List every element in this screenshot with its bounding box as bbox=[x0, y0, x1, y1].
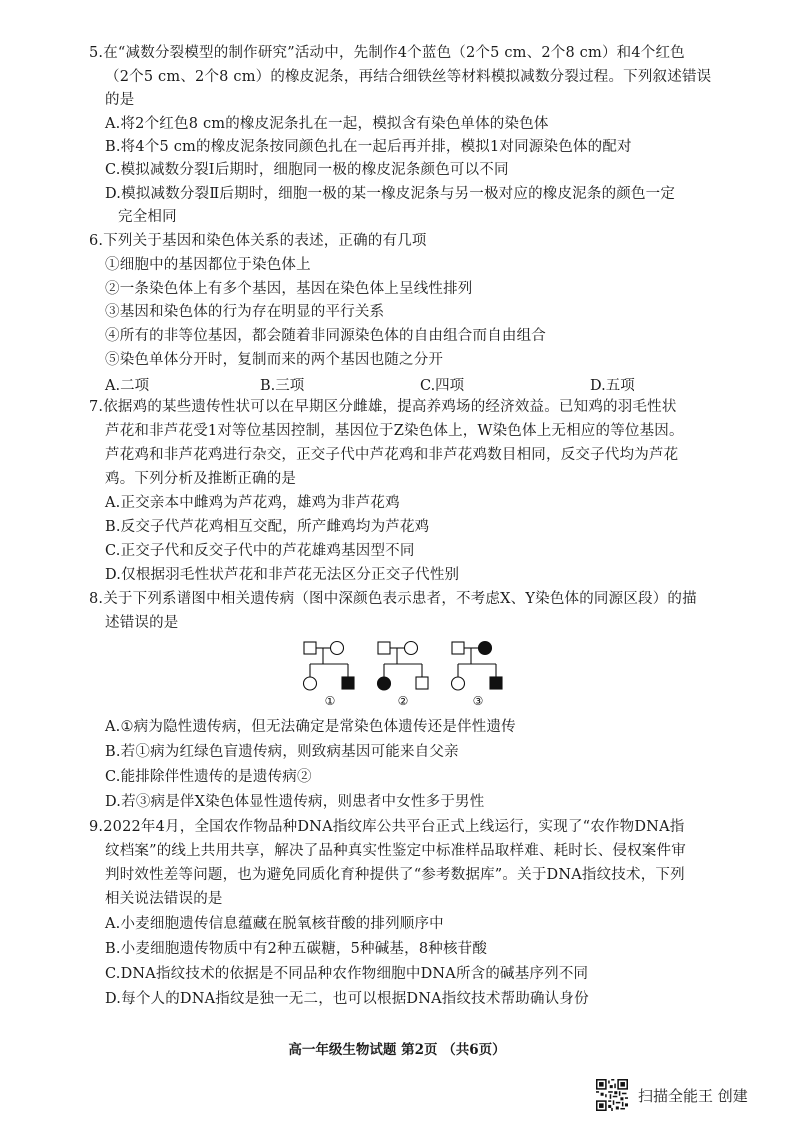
q7-stem-1: 7.依据鸡的某些遗传性状可以在早期区分雌雄，提高养鸡场的经济效益。已知鸡的羽毛性状 bbox=[89, 399, 677, 415]
pedigree-3-son-affected-male bbox=[490, 677, 502, 689]
pedigree-2 bbox=[378, 642, 429, 691]
pedigree-2-mother-unaffected-female bbox=[405, 642, 418, 655]
q6-option-c: C.四项 bbox=[420, 378, 465, 394]
q8-option-a: A.①病为隐性遗传病，但无法确定是常染色体遗传还是伴性遗传 bbox=[105, 719, 516, 735]
pedigree-3 bbox=[452, 642, 503, 691]
pedigree-2-father-unaffected-male bbox=[378, 642, 390, 654]
pedigree-diagrams bbox=[290, 638, 520, 710]
pedigree-label-3: ③ bbox=[472, 694, 484, 708]
q8-option-d: D.若③病是伴X染色体显性遗传病，则患者中女性多于男性 bbox=[105, 794, 485, 810]
pedigree-1-son-affected-male bbox=[342, 677, 354, 689]
q9-option-d: D.每个人的DNA指纹是独一无二，也可以根据DNA指纹技术帮助确认身份 bbox=[105, 991, 589, 1007]
q5-option-d-cont: 完全相同 bbox=[118, 209, 177, 225]
q6-option-d: D.五项 bbox=[590, 378, 635, 394]
q9-option-a: A.小麦细胞遗传信息蕴藏在脱氧核苷酸的排列顺序中 bbox=[105, 916, 444, 932]
q5-option-c: C.模拟减数分裂Ⅰ后期时，细胞同一极的橡皮泥条颜色可以不同 bbox=[105, 162, 509, 178]
q7-stem-2: 芦花和非芦花受1对等位基因控制，基因位于Z染色体上，W染色体上无相应的等位基因。 bbox=[105, 423, 684, 439]
q8-option-b: B.若①病为红绿色盲遗传病，则致病基因可能来自父亲 bbox=[105, 744, 459, 760]
pedigree-label-2: ② bbox=[397, 694, 409, 708]
q8-stem-1: 8.关于下列系谱图中相关遗传病（图中深颜色表示患者，不考虑X、Y染色体的同源区段）的描 bbox=[89, 591, 697, 607]
q9-option-c: C.DNA指纹技术的依据是不同品种农作物细胞中DNA所含的碱基序列不同 bbox=[105, 966, 589, 982]
q8-option-c: C.能排除伴性遗传的是遗传病② bbox=[105, 769, 312, 785]
q6-options bbox=[105, 374, 705, 392]
q8-stem-2: 述错误的是 bbox=[105, 615, 179, 631]
pedigree-2-daughter-affected-female bbox=[378, 677, 391, 690]
q5-option-b: B.将4个5 cm的橡皮泥条按同颜色扎在一起后再并排，模拟1对同源染色体的配对 bbox=[105, 139, 632, 155]
qr-code-icon bbox=[596, 1079, 628, 1111]
q9-option-b: B.小麦细胞遗传物质中有2种五碳糖，5种碱基，8种核苷酸 bbox=[105, 941, 488, 957]
pedigree-1-mother-unaffected-female bbox=[331, 642, 344, 655]
q5-stem-3: 的是 bbox=[105, 92, 135, 108]
q7-option-a: A.正交亲本中雌鸡为芦花鸡，雄鸡为非芦花鸡 bbox=[105, 495, 400, 511]
pedigree-1-daughter-unaffected-female bbox=[304, 677, 317, 690]
q5-stem-1: 5.在“减数分裂模型的制作研究”活动中，先制作4个蓝色（2个5 cm、2个8 cm）和4个红色 bbox=[89, 45, 685, 61]
q7-option-c: C.正交子代和反交子代中的芦花雄鸡基因型不同 bbox=[105, 543, 415, 559]
q7-option-b: B.反交子代芦花鸡相互交配，所产雌鸡均为芦花鸡 bbox=[105, 519, 430, 535]
pedigree-1 bbox=[304, 642, 355, 691]
q7-stem-3: 芦花鸡和非芦花鸡进行杂交，正交子代中芦花鸡和非芦花鸡数目相同，反交子代均为芦花 bbox=[105, 447, 679, 463]
q7-stem-4: 鸡。下列分析及推断正确的是 bbox=[105, 471, 297, 487]
q6-item-5: ⑤染色单体分开时，复制而来的两个基因也随之分开 bbox=[105, 352, 444, 368]
q7-option-d: D.仅根据羽毛性状芦花和非芦花无法区分正交子代性别 bbox=[105, 567, 460, 583]
scanner-app-text: 扫描全能王 创建 bbox=[638, 1086, 748, 1105]
pedigree-3-father-unaffected-male bbox=[452, 642, 464, 654]
q9-stem-4: 相关说法错误的是 bbox=[105, 891, 223, 907]
pedigree-2-son-unaffected-male bbox=[416, 677, 428, 689]
q6-item-1: ①细胞中的基因都位于染色体上 bbox=[105, 257, 311, 273]
q6-option-a: A.二项 bbox=[105, 378, 150, 394]
q6-item-4: ④所有的非等位基因，都会随着非同源染色体的自由组合而自由组合 bbox=[105, 328, 546, 344]
q9-stem-2: 纹档案”的线上共用共享，解决了品种真实性鉴定中标准样品取样难、耗时长、侵权案件审 bbox=[105, 843, 686, 859]
scanner-watermark bbox=[596, 1078, 748, 1112]
q9-stem-1: 9.2022年4月，全国农作物品种DNA指纹库公共平台正式上线运行，实现了“农作物DNA指 bbox=[89, 819, 685, 835]
q5-option-a: A.将2个红色8 cm的橡皮泥条扎在一起，模拟含有染色单体的染色体 bbox=[105, 116, 549, 132]
pedigree-3-daughter-unaffected-female bbox=[452, 677, 465, 690]
q6-item-2: ②一条染色体上有多个基因，基因在染色体上呈线性排列 bbox=[105, 281, 473, 297]
pedigree-label-1: ① bbox=[324, 694, 336, 708]
pedigree-3-mother-affected-female bbox=[479, 642, 492, 655]
q5-stem-2: （2个5 cm、2个8 cm）的橡皮泥条，再结合细铁丝等材料模拟减数分裂过程。下列叙述错误 bbox=[105, 69, 712, 85]
pedigree-1-father-unaffected-male bbox=[304, 642, 316, 654]
page-footer: 高一年级生物试题 第2页 （共6页） bbox=[288, 1042, 506, 1058]
q6-option-b: B.三项 bbox=[260, 378, 305, 394]
q9-stem-3: 判时效性差等问题，也为避免同质化育种提供了“参考数据库”。关于DNA指纹技术，下列 bbox=[105, 867, 685, 883]
q6-item-3: ③基因和染色体的行为存在明显的平行关系 bbox=[105, 304, 385, 320]
q6-stem: 6.下列关于基因和染色体关系的表述，正确的有几项 bbox=[89, 233, 427, 249]
q5-option-d: D.模拟减数分裂Ⅱ后期时，细胞一极的某一橡皮泥条与另一极对应的橡皮泥条的颜色一定 bbox=[105, 186, 676, 202]
